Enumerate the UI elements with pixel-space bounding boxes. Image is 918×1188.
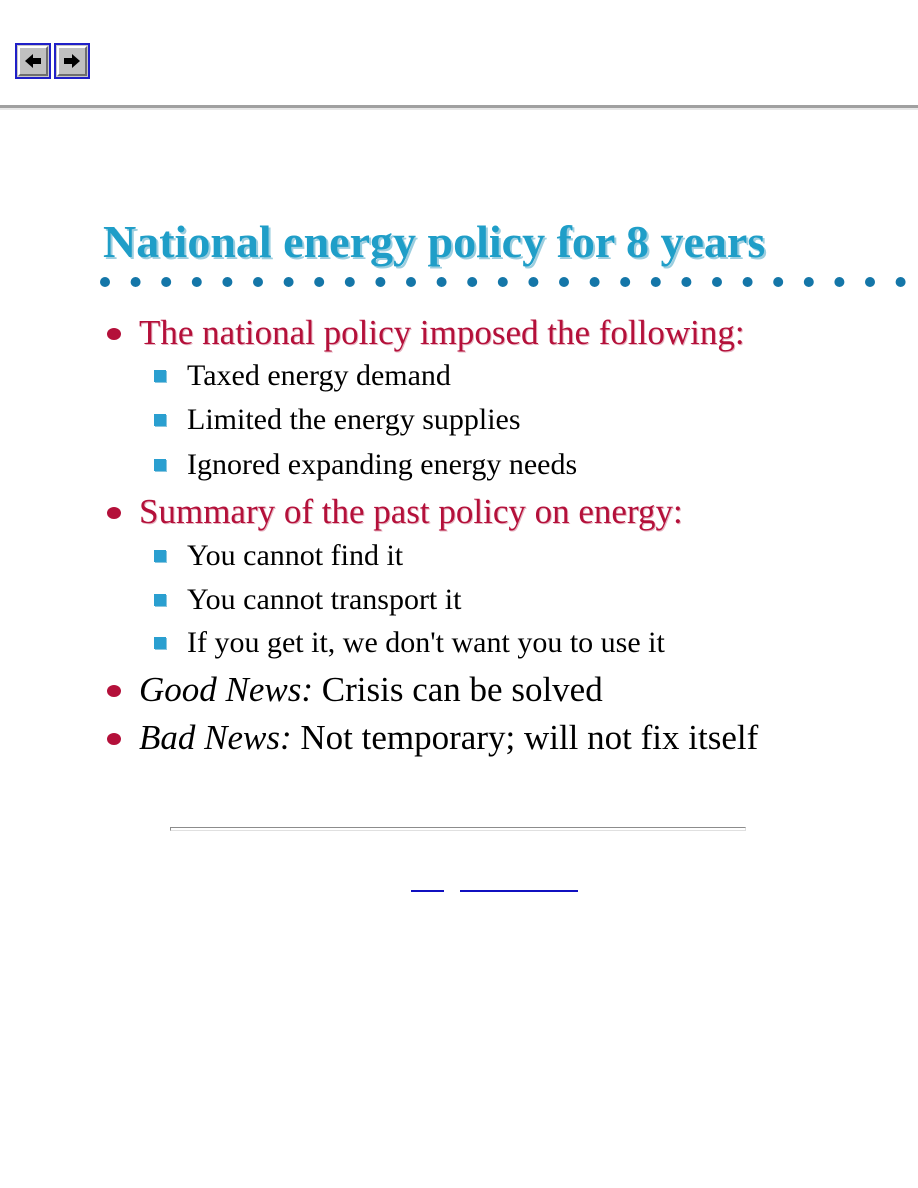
sub-bullet-text: Taxed energy demand: [187, 359, 451, 392]
good-news-label: Good News:: [139, 670, 314, 709]
bullet-text: [139, 668, 603, 712]
good-news-text: Crisis can be solved: [313, 670, 603, 709]
divider-dot: [651, 277, 661, 287]
blue-square-bullet-icon: [154, 637, 166, 649]
next-slide-button[interactable]: [54, 43, 90, 79]
sub-bullet-text: Limited the energy supplies: [187, 403, 521, 436]
sub-bullet-text: Ignored expanding energy needs: [187, 448, 578, 481]
divider-dot: [345, 277, 355, 287]
divider-dot: [100, 277, 110, 287]
bad-news-text: Not temporary; will not fix itself: [291, 718, 759, 757]
red-bullet-icon: [107, 507, 121, 519]
divider-dot: [467, 277, 477, 287]
blue-square-bullet-icon: [154, 550, 166, 562]
divider-dot: [131, 277, 141, 287]
divider-dot: [406, 277, 416, 287]
divider-dot: [192, 277, 202, 287]
divider-dot: [161, 277, 171, 287]
red-bullet-icon: [107, 685, 121, 697]
blue-square-bullet-icon: [154, 459, 166, 471]
previous-slide-button[interactable]: [15, 43, 51, 79]
blue-square-bullet-icon: [154, 414, 166, 426]
divider-dot: [375, 277, 385, 287]
divider-dot: [559, 277, 569, 287]
footer-divider: [170, 827, 746, 831]
header-divider: [0, 105, 918, 110]
slide-navigation: [15, 43, 90, 79]
right-arrow-icon: [63, 53, 81, 69]
blue-square-bullet-icon: [154, 594, 166, 606]
bullet-text: Summary of the past policy on energy:: [139, 492, 683, 531]
next-button-face: [57, 46, 87, 76]
divider-dot: [712, 277, 722, 287]
slide-title: National energy policy for 8 years: [103, 216, 766, 267]
divider-dot: [222, 277, 232, 287]
footer-link-first[interactable]: [411, 872, 444, 892]
bad-news-label: Bad News:: [139, 718, 292, 757]
divider-dot: [865, 277, 875, 287]
sub-bullet-text: If you get it, we don't want you to use it: [187, 626, 665, 659]
divider-dot: [773, 277, 783, 287]
dotted-divider: [98, 274, 918, 290]
left-arrow-icon: [24, 53, 42, 69]
sub-bullet-text: You cannot find it: [187, 539, 404, 572]
divider-dot: [834, 277, 844, 287]
divider-dot: [437, 277, 447, 287]
divider-dot: [804, 277, 814, 287]
divider-dot: [284, 277, 294, 287]
divider-dot: [253, 277, 263, 287]
divider-dot: [314, 277, 324, 287]
divider-dot: [681, 277, 691, 287]
red-bullet-icon: [107, 733, 121, 745]
divider-dot: [620, 277, 630, 287]
blue-square-bullet-icon: [154, 370, 166, 382]
divider-dot: [590, 277, 600, 287]
footer-link-second[interactable]: [460, 872, 578, 892]
sub-bullet-text: You cannot transport it: [187, 583, 462, 616]
bullet-text: The national policy imposed the following:: [139, 313, 745, 352]
divider-dot: [896, 277, 906, 287]
previous-button-face: [18, 46, 48, 76]
divider-dot: [498, 277, 508, 287]
divider-dot: [743, 277, 753, 287]
bullet-text: [139, 716, 758, 760]
divider-dot: [528, 277, 538, 287]
red-bullet-icon: [107, 328, 121, 340]
